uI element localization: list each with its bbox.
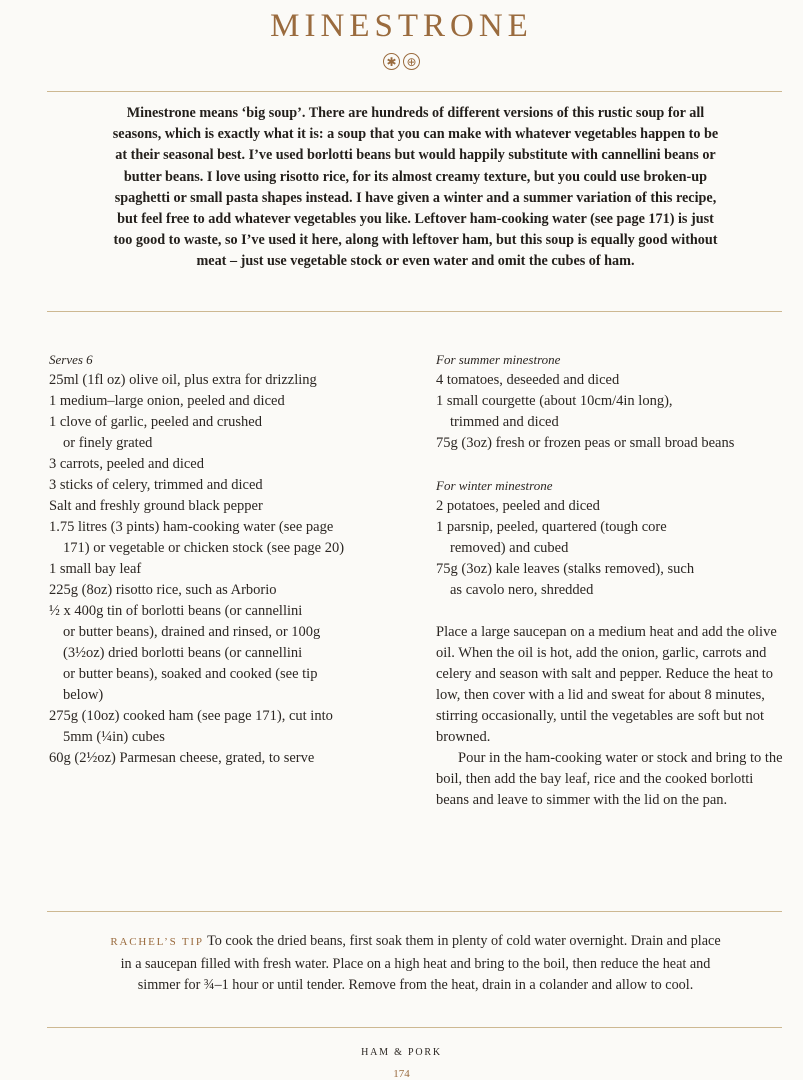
divider bbox=[47, 91, 782, 92]
method bbox=[436, 622, 786, 811]
ingredient-line: 1 small bay leaf bbox=[49, 561, 142, 577]
intro-paragraph: Minestrone means ‘big soup’. There are hundreds of different versions of this rustic soup for all seasons, which is exactly what it is: a soup that you can make with whatever vegetables happen to be at their seasonal best. I’ve used borlotti beans but would happily substitute with cannellini beans or butter beans. I love using risotto rice, for its almost creamy texture, but you could use broken-up spaghetti or small pasta shapes instead. I have given a winter and a summer variation of this recipe, but feel free to add whatever vegetables you like. Leftover ham-cooking water (see page 171) is just too good to waste, so I’ve used it here, along with leftover ham, but this soup is equally good without meat – just use vegetable stock or even water and omit the cubes of ham. bbox=[112, 105, 719, 270]
summer-ingredient-line: 75g (3oz) fresh or frozen peas or small broad beans bbox=[436, 435, 735, 451]
winter-ingredient-line: removed) and cubed bbox=[450, 540, 569, 556]
winter-ingredient-line: 2 potatoes, peeled and diced bbox=[436, 498, 600, 514]
summer-ingredient-line: 1 small courgette (about 10cm/4in long), bbox=[436, 393, 673, 409]
sun-icon: ⊕ bbox=[403, 53, 420, 70]
ingredient-line: below) bbox=[63, 687, 104, 703]
summer-heading: For summer minestrone bbox=[436, 352, 561, 367]
tip-label: RACHEL’S TIP bbox=[110, 936, 204, 948]
snowflake-icon: ✱ bbox=[383, 53, 400, 70]
ingredient-line: ½ x 400g tin of borlotti beans (or cannellini bbox=[49, 603, 303, 619]
ingredient-line: or butter beans), drained and rinsed, or 100g bbox=[63, 624, 321, 640]
ingredient-line: 3 carrots, peeled and diced bbox=[49, 456, 204, 472]
winter-ingredient-line: as cavolo nero, shredded bbox=[450, 582, 594, 598]
divider bbox=[47, 911, 782, 912]
summer-ingredient-line: 4 tomatoes, deseeded and diced bbox=[436, 372, 620, 388]
ingredient-line: 25ml (1fl oz) olive oil, plus extra for drizzling bbox=[49, 372, 317, 388]
page-title: MINESTRONE bbox=[270, 8, 533, 44]
method-step-2: Pour in the ham-cooking water or stock and bring to the boil, then add the bay leaf, rice and the cooked borlotti beans and leave to simmer with the lid on the pan. bbox=[436, 750, 783, 808]
ingredients-list bbox=[49, 349, 394, 769]
winter-heading: For winter minestrone bbox=[436, 478, 553, 493]
ingredient-line: 1.75 litres (3 pints) ham-cooking water (see page bbox=[49, 519, 334, 535]
ingredient-line: 60g (2½oz) Parmesan cheese, grated, to serve bbox=[49, 750, 315, 766]
divider bbox=[47, 311, 782, 312]
ingredient-line: Salt and freshly ground black pepper bbox=[49, 498, 263, 514]
ingredient-line: 5mm (¼in) cubes bbox=[63, 729, 165, 745]
winter-ingredient-line: 75g (3oz) kale leaves (stalks removed), such bbox=[436, 561, 695, 577]
ingredient-line: 171) or vegetable or chicken stock (see page 20) bbox=[63, 540, 345, 556]
divider bbox=[47, 1027, 782, 1028]
ingredient-line: 1 medium–large onion, peeled and diced bbox=[49, 393, 285, 409]
season-symbols bbox=[0, 53, 803, 70]
tip-text: To cook the dried beans, first soak them in plenty of cold water overnight. Drain and place in a saucepan filled with fresh water. Place on a high heat and bring to the boil, then reduce the heat and simmer for ¾–1 hour or until tender. Remove from the heat, drain in a colander and allow to cool. bbox=[120, 933, 721, 993]
ingredient-line: 275g (10oz) cooked ham (see page 171), cut into bbox=[49, 708, 333, 724]
ingredient-line: 225g (8oz) risotto rice, such as Arborio bbox=[49, 582, 277, 598]
ingredient-line: 3 sticks of celery, trimmed and diced bbox=[49, 477, 263, 493]
ingredient-line: or finely grated bbox=[63, 435, 153, 451]
summer-ingredient-line: trimmed and diced bbox=[450, 414, 559, 430]
section-footer: HAM & PORK bbox=[361, 1047, 442, 1058]
page-number: 174 bbox=[393, 1068, 410, 1080]
variations-and-method bbox=[436, 349, 786, 811]
rachels-tip bbox=[108, 931, 723, 997]
ingredient-line: (3½oz) dried borlotti beans (or cannellini bbox=[63, 645, 303, 661]
ingredient-line: 1 clove of garlic, peeled and crushed bbox=[49, 414, 262, 430]
serves-label: Serves 6 bbox=[49, 352, 93, 367]
method-step-1: Place a large saucepan on a medium heat and add the olive oil. When the oil is hot, add the onion, garlic, carrots and celery and season with salt and pepper. Reduce the heat to low, then cover with a lid and sweat for about 8 minutes, stirring occasionally, until the vegetables are soft but not browned. bbox=[436, 624, 777, 745]
ingredient-line: or butter beans), soaked and cooked (see tip bbox=[63, 666, 318, 682]
winter-ingredient-line: 1 parsnip, peeled, quartered (tough core bbox=[436, 519, 667, 535]
